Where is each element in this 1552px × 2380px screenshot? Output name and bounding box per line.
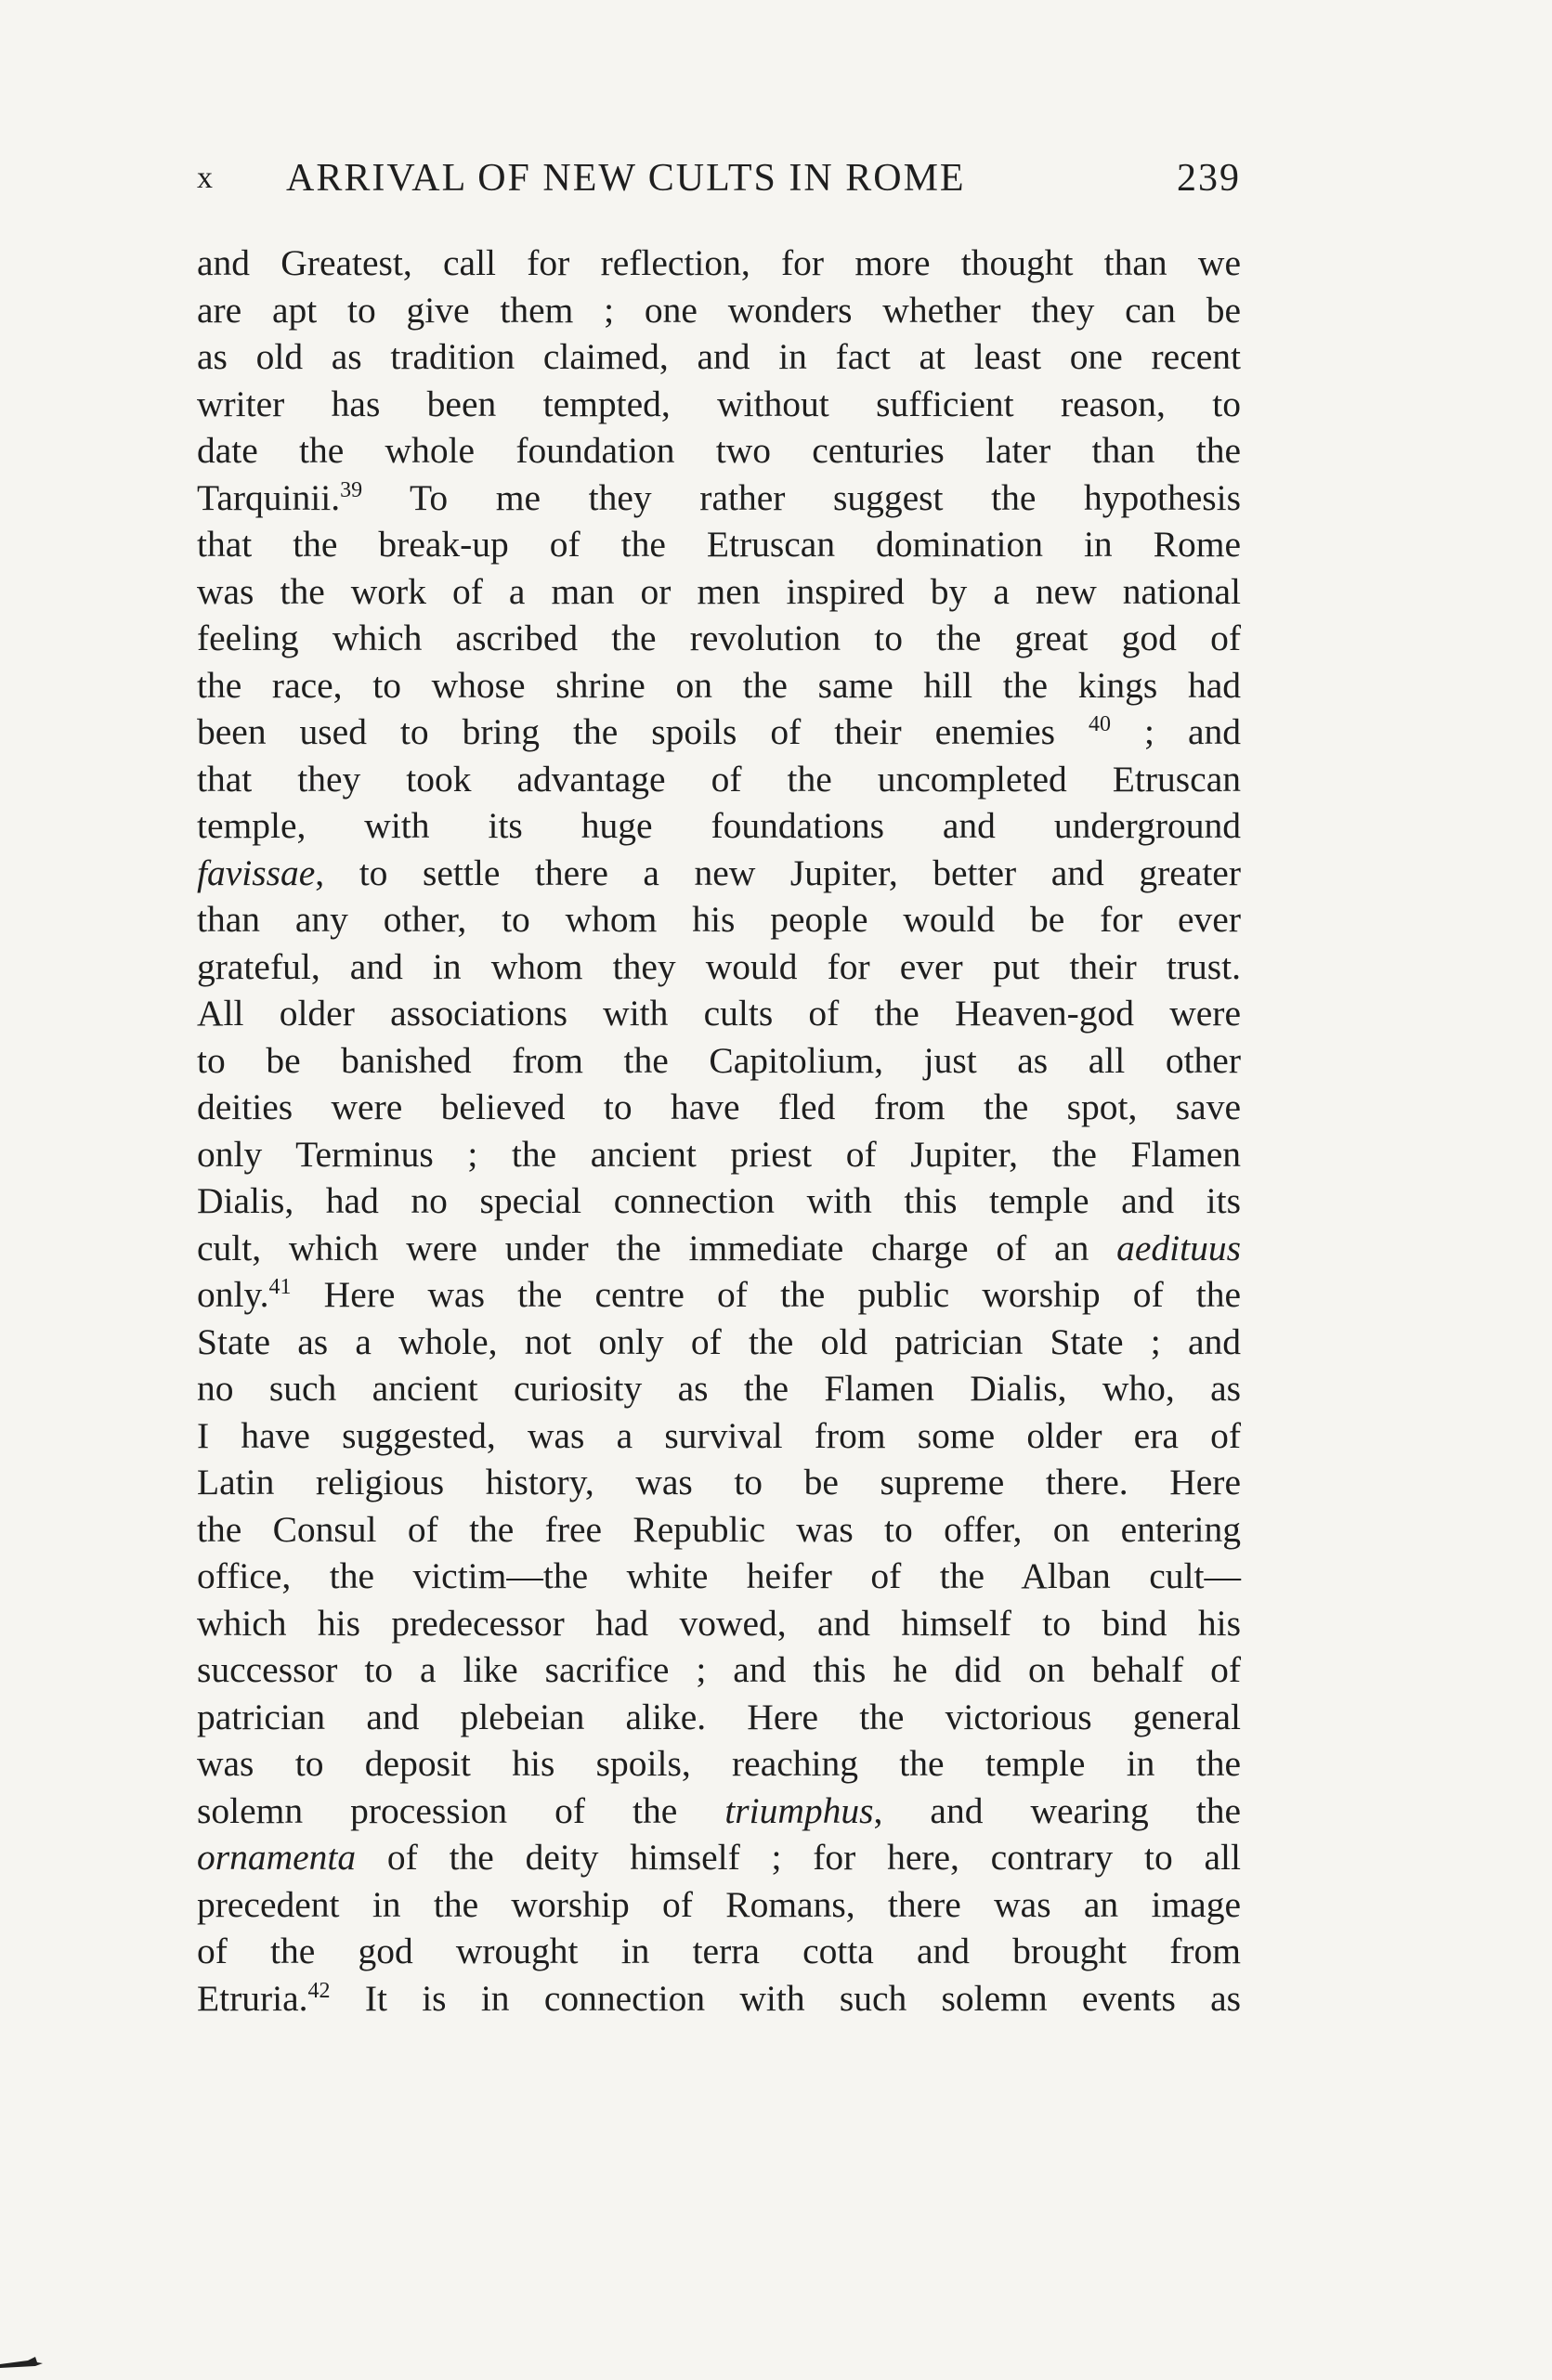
text-line <box>197 756 1241 803</box>
text-line <box>197 1928 1241 1975</box>
text-run: the race, to whose shrine on the same hill the kings had <box>197 664 1241 706</box>
chapter-number: x <box>197 161 215 195</box>
text-run: Etruria. <box>197 1977 308 2019</box>
italic-term: triumphus <box>724 1789 874 1831</box>
text-run: To me they rather suggest the hypothesis <box>362 476 1241 518</box>
text-line <box>197 990 1241 1037</box>
italic-term: favissae <box>197 852 316 893</box>
text-line <box>197 1131 1241 1178</box>
scan-mark-icon <box>0 2355 43 2370</box>
text-line <box>197 1037 1241 1085</box>
text-line <box>197 1553 1241 1600</box>
text-line <box>197 427 1241 475</box>
text-line <box>197 1975 1241 2022</box>
footnote-ref: 42 <box>307 1978 331 2003</box>
text-run: than any other, to whom his people would be for ever <box>197 899 1241 940</box>
text-line <box>197 287 1241 334</box>
text-line <box>197 1600 1241 1647</box>
text-line <box>197 1881 1241 1929</box>
text-run: patrician and plebeian alike. Here the victorious general <box>197 1696 1241 1737</box>
text-line <box>197 1694 1241 1741</box>
page-number: 239 <box>1177 157 1241 200</box>
text-run: All older associations with cults of the Heaven-god were <box>197 993 1241 1034</box>
text-run: deities were believed to have fled from the spot, save <box>197 1086 1241 1127</box>
text-run: the Consul of the free Republic was to offer, on entering <box>197 1508 1241 1550</box>
italic-term: ornamenta <box>197 1837 357 1878</box>
footnote-ref: 39 <box>340 477 363 502</box>
body-text <box>197 240 1241 2022</box>
text-line <box>197 896 1241 943</box>
text-line <box>197 662 1241 709</box>
text-run: of the deity himself ; for here, contrary to all <box>356 1837 1241 1878</box>
text-line <box>197 1177 1241 1225</box>
text-run: and Greatest, call for reflection, for more thought than we <box>197 242 1241 283</box>
text-run: was the work of a man or men inspired by a new national <box>197 570 1241 612</box>
text-line <box>197 615 1241 662</box>
text-run: feeling which ascribed the revolution to the great god of <box>197 618 1241 658</box>
text-run: as old as tradition claimed, and in fact at least one recent <box>197 336 1241 377</box>
running-title: ARRIVAL OF NEW CULTS IN ROME <box>286 157 966 200</box>
text-run: only. <box>197 1274 269 1315</box>
text-run: that they took advantage of the uncompleted Etruscan <box>197 758 1241 800</box>
text-run: It is in connection with such solemn events as <box>330 1977 1241 2019</box>
text-run: I have suggested, was a survival from some older era of <box>197 1414 1241 1456</box>
text-run: only Terminus ; the ancient priest of Jupiter, the Flamen <box>197 1133 1241 1175</box>
text-run: ; and <box>1111 711 1241 752</box>
text-run: precedent in the worship of Romans, there was an image <box>197 1883 1241 1925</box>
text-line <box>197 1319 1241 1366</box>
running-header <box>197 150 1241 206</box>
text-run: Dialis, had no special connection with this temple and its <box>197 1180 1241 1221</box>
footnote-ref: 41 <box>268 1275 292 1299</box>
text-line <box>197 381 1241 428</box>
text-line <box>197 709 1241 756</box>
text-line <box>197 1412 1241 1460</box>
text-run: temple, with its huge foundations and underground <box>197 805 1241 846</box>
text-run: date the whole foundation two centuries later than the <box>197 430 1241 471</box>
text-line <box>197 1646 1241 1694</box>
text-line <box>197 1271 1241 1319</box>
footnote-ref: 40 <box>1089 712 1112 736</box>
text-run: was to deposit his spoils, reaching the temple in the <box>197 1743 1241 1784</box>
text-run: of the god wrought in terra cotta and brought from <box>197 1931 1241 1971</box>
text-run: to be banished from the Capitolium, just as all other <box>197 1039 1241 1081</box>
text-run: that the break-up of the Etruscan domination in Rome <box>197 524 1241 565</box>
text-line <box>197 1225 1241 1272</box>
text-line <box>197 475 1241 522</box>
text-run: , to settle there a new Jupiter, better and greater <box>315 852 1241 893</box>
text-run: been used to bring the spoils of their enemies <box>197 711 1089 752</box>
text-line <box>197 1459 1241 1506</box>
text-run: Latin religious history, was to be supreme there. Here <box>197 1462 1241 1502</box>
text-run: Here was the centre of the public worship of the <box>291 1274 1241 1315</box>
text-line <box>197 240 1241 287</box>
text-run: cult, which were under the immediate charge of an <box>197 1227 1117 1268</box>
text-line <box>197 1740 1241 1788</box>
text-run: writer has been tempted, without sufficient reason, to <box>197 383 1241 424</box>
text-run: Tarquinii. <box>197 476 341 518</box>
text-run: office, the victim—the white heifer of the Alban cult— <box>197 1555 1241 1596</box>
text-run: no such ancient curiosity as the Flamen Dialis, who, as <box>197 1368 1241 1409</box>
text-run: solemn procession of the <box>197 1789 725 1831</box>
text-line <box>197 1365 1241 1412</box>
text-run: are apt to give them ; one wonders whether they can be <box>197 289 1241 331</box>
text-line <box>197 568 1241 616</box>
text-line <box>197 1834 1241 1881</box>
text-run: , and wearing the <box>873 1789 1241 1831</box>
text-line <box>197 802 1241 850</box>
text-line <box>197 850 1241 897</box>
text-run: which his predecessor had vowed, and himself to bind his <box>197 1602 1241 1644</box>
text-line <box>197 943 1241 991</box>
italic-term: aedituus <box>1116 1227 1241 1268</box>
text-line <box>197 1506 1241 1554</box>
text-line <box>197 521 1241 568</box>
text-line <box>197 333 1241 381</box>
text-line <box>197 1084 1241 1131</box>
text-run: successor to a like sacrifice ; and this he did on behalf of <box>197 1649 1241 1690</box>
text-line <box>197 1788 1241 1835</box>
text-run: grateful, and in whom they would for ever put their trust. <box>197 945 1241 987</box>
text-run: State as a whole, not only of the old patrician State ; and <box>197 1320 1241 1362</box>
